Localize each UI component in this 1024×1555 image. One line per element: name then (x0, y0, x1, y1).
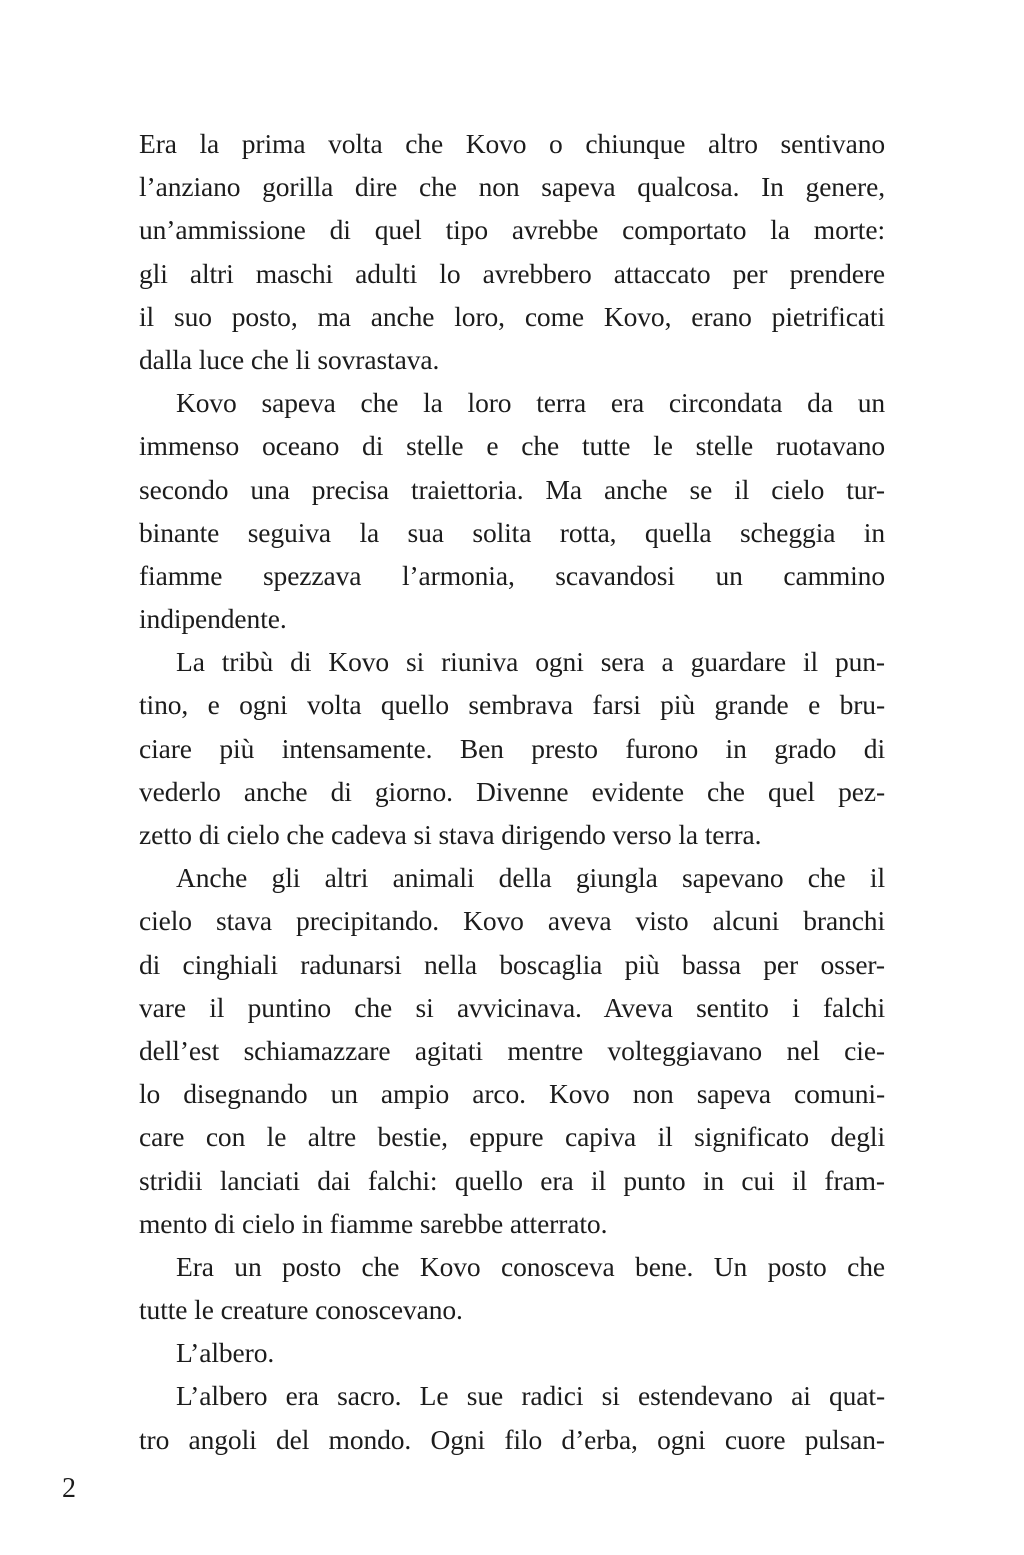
text-line: tro angoli del mondo. Ogni filo d’erba, ogni cuore pulsan- (139, 1423, 885, 1455)
paragraph (139, 381, 885, 640)
text-line: cielo stava precipitando. Kovo aveva visto alcuni branchi (139, 905, 885, 937)
text-line: tutte le creature conoscevano. (139, 1294, 463, 1326)
page-number: 2 (62, 1473, 76, 1504)
text-line: tino, e ogni volta quello sembrava farsi più grande e bru- (139, 689, 885, 721)
text-line: immenso oceano di stelle e che tutte le stelle ruotavano (139, 430, 885, 462)
text-line: binante seguiva la sua solita rotta, quella scheggia in (139, 516, 885, 548)
text-line: Era un posto che Kovo conosceva bene. Un posto che (176, 1250, 885, 1282)
text-line: stridii lanciati dai falchi: quello era il punto in cui il fram- (139, 1164, 885, 1196)
text-line: L’albero. (176, 1337, 275, 1369)
paragraph (139, 1331, 885, 1374)
paragraph (139, 122, 885, 381)
text-line: L’albero era sacro. Le sue radici si estendevano ai quat- (176, 1380, 885, 1412)
text-line: zetto di cielo che cadeva si stava dirigendo verso la terra. (139, 819, 762, 850)
text-line: Kovo sapeva che la loro terra era circondata da un (176, 387, 885, 419)
text-line: vederlo anche di giorno. Divenne evidente che quel pez- (139, 775, 885, 807)
text-line: vare il puntino che si avvicinava. Aveva sentito i falchi (139, 991, 885, 1023)
text-line: il suo posto, ma anche loro, come Kovo, erano pietrificati (139, 300, 885, 332)
text-line: indipendente. (139, 603, 287, 635)
text-line: l’anziano gorilla dire che non sapeva qualcosa. In genere, (139, 171, 885, 203)
text-line: Era la prima volta che Kovo o chiunque altro sentivano (139, 128, 885, 159)
text-line: Anche gli altri animali della giungla sapevano che il (176, 862, 885, 894)
paragraph (139, 640, 885, 856)
text-line: care con le altre bestie, eppure capiva il significato degli (139, 1121, 885, 1153)
text-line: ciare più intensamente. Ben presto furono in grado di (139, 732, 885, 764)
text-line: di cinghiali radunarsi nella boscaglia più bassa per osser- (139, 948, 885, 980)
text-line: secondo una precisa traiettoria. Ma anche se il cielo tur- (139, 473, 885, 505)
text-line: dell’est schiamazzare agitati mentre volteggiavano nel cie- (139, 1034, 885, 1066)
paragraph (139, 1245, 885, 1331)
body-text (139, 122, 885, 1461)
text-line: La tribù di Kovo si riuniva ogni sera a guardare il pun- (176, 646, 885, 678)
text-line: un’ammissione di quel tipo avrebbe comportato la morte: (139, 214, 885, 246)
text-line: gli altri maschi adulti lo avrebbero attaccato per prendere (139, 257, 885, 289)
text-line: fiamme spezzava l’armonia, scavandosi un cammino (139, 559, 885, 591)
paragraph (139, 1374, 885, 1460)
text-line: mento di cielo in fiamme sarebbe atterrato. (139, 1207, 608, 1239)
paragraph (139, 856, 885, 1245)
text-line: dalla luce che li sovrastava. (139, 343, 440, 375)
text-line: lo disegnando un ampio arco. Kovo non sapeva comuni- (139, 1078, 885, 1110)
